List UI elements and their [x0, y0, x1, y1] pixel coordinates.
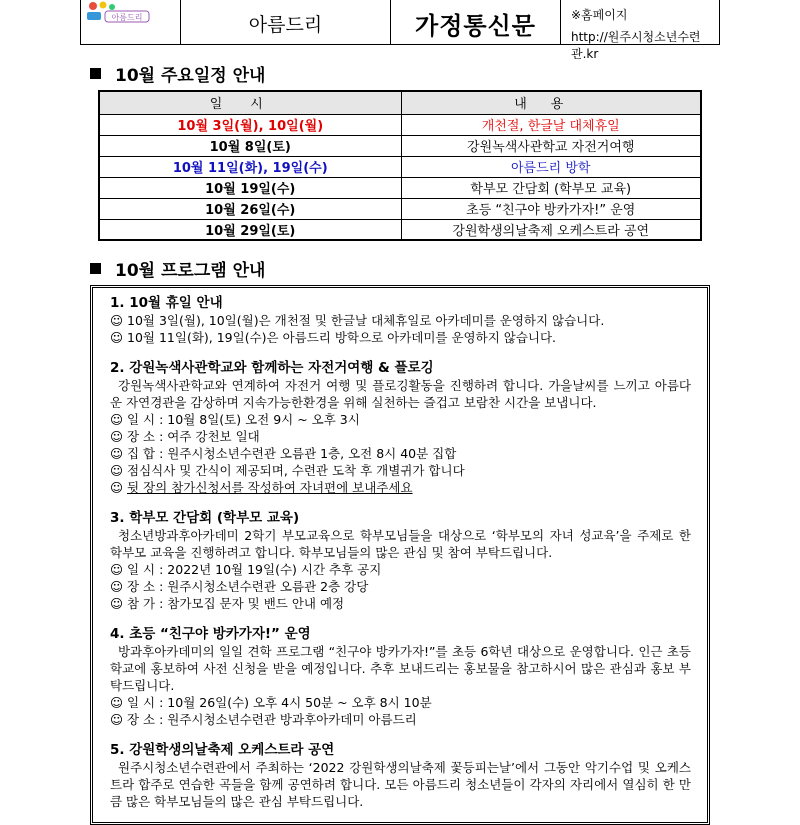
program-3-line: ☺ 장 소 : 원주시청소년수련관 오름관 2층 강당: [110, 579, 369, 594]
newsletter-header: [80, 0, 720, 61]
schedule-date: 10월 8일(토): [99, 135, 401, 156]
program-4-line: ☺ 일 시 : 10월 26일(수) 오후 4시 50분 ~ 오후 8시 10분: [110, 695, 432, 710]
program-2-line: ☺ 집 합 : 원주시청소년수련관 오름관 1층, 오전 8시 40분 집합: [110, 446, 457, 461]
program-3-line: ☺ 일 시 : 2022년 10월 19일(수) 시간 추후 공지: [110, 562, 382, 577]
schedule-date: 10월 11일(화), 19일(수): [99, 156, 401, 177]
col-header-content: 내용: [401, 91, 701, 114]
program-2-line: ☺ 장 소 : 여주 강천보 일대: [110, 429, 260, 444]
schedule-table: [98, 90, 702, 241]
schedule-row: [99, 177, 701, 198]
schedule-content: 개천절, 한글날 대체휴일: [401, 114, 701, 135]
program-1-line: ☺ 10월 3일(월), 10일(월)은 개천절 및 한글날 대체휴일로 아카데미를 운영하지 않습니다.: [110, 313, 605, 328]
program-3-title: 3. 학부모 간담회 (학부모 교육): [110, 510, 300, 526]
schedule-row: [99, 114, 701, 135]
schedule-content: 아름드리 방학: [401, 156, 701, 177]
homepage-label: ※홈페이지: [571, 8, 628, 22]
logo-cell: [81, 0, 181, 44]
program-3-line: ☺ 참 가 : 참가모집 문자 및 밴드 안내 예정: [110, 596, 345, 611]
schedule-row: [99, 135, 701, 156]
homepage-cell: [561, 0, 719, 61]
program-2-line: ☺ 일 시 : 10월 8일(토) 오전 9시 ~ 오후 3시: [110, 412, 360, 427]
schedule-section-label: 10월 주요일정 안내: [115, 66, 266, 86]
schedule-content: 학부모 간담회 (학부모 교육): [401, 177, 701, 198]
program-2-title: 2. 강원녹색사관학교와 함께하는 자전거여행 & 플로깅: [110, 360, 434, 376]
program-5-title: 5. 강원학생의날축제 오케스트라 공연: [110, 742, 335, 758]
homepage-url[interactable]: http://원주시청소년수련관.kr: [571, 30, 701, 61]
schedule-content: 강원학생의날축제 오케스트라 공연: [401, 219, 701, 240]
schedule-content: 초등 “친구야 방카가자!” 운영: [401, 198, 701, 219]
program-4-title: 4. 초등 “친구야 방카가자!” 운영: [110, 626, 311, 642]
schedule-content: 강원녹색사관학교 자전거여행: [401, 135, 701, 156]
schedule-date: 10월 19일(수): [99, 177, 401, 198]
org-name: 아름드리: [181, 0, 391, 44]
schedule-date: 10월 29일(토): [99, 219, 401, 240]
program-1-title: 1. 10월 휴일 안내: [110, 295, 223, 311]
program-section-title: [90, 256, 265, 281]
program-1-line: ☺ 10월 11일(화), 19일(수)은 아름드리 방학으로 아카데미를 운영하지 않습니다.: [110, 330, 557, 345]
program-2-line: ☺ 점심식사 및 간식이 제공되며, 수련관 도착 후 개별귀가 합니다: [110, 463, 465, 478]
program-4-description: 방과후아카데미의 일일 견학 프로그램 “친구야 방카가자!”를 초등 6학년 대상으로 운영합니다. 인근 초등학교에 홍보하여 사전 신청을 받을 예정입니다. 추후 보내드리는 홍보물을 참고하시어 많은 관심과 홍보 부탁드립니다.: [110, 644, 691, 693]
schedule-date: 10월 26일(수): [99, 198, 401, 219]
schedule-header-row: [99, 91, 701, 114]
program-section-label: 10월 프로그램 안내: [115, 261, 266, 281]
schedule-row: [99, 198, 701, 219]
bullet-square-icon: [90, 263, 101, 274]
schedule-date: 10월 3일(월), 10일(월): [99, 114, 401, 135]
schedule-row: [99, 156, 701, 177]
schedule-row: [99, 219, 701, 240]
program-box: [90, 285, 710, 825]
document-title: 가정통신문: [391, 0, 561, 44]
program-5-description: 원주시청소년수련관에서 주최하는 ‘2022 강원학생의날축제 꽃등피는날’에서 그동안 악기수업 및 오케스트라 합주로 연습한 곡들을 함께 공연하려 합니다. 모든 아름드리 청소년들이 각자의 자리에서 열심히 한 만큼 많은 학부모님들의 많은 관심 부탁드립니다.: [110, 760, 691, 809]
program-3-description: 청소년방과후아카데미 2학기 부모교육으로 학부모님들을 대상으로 ‘학부모의 자녀 성교육’을 주제로 한 학부모 교육을 진행하려고 합니다. 학부모님들의 많은 관심 및 참여 부탁드립니다.: [110, 528, 691, 560]
program-2-description: 강원녹색사관학교와 연계하여 자전거 여행 및 플로깅활동을 진행하려 합니다. 가을날씨를 느끼고 아름다운 자연경관을 감상하며 지속가능한환경을 위해 실천하는 즐겁고 보람찬 시간을 보냅니다.: [110, 378, 691, 410]
logo-icon: [83, 0, 153, 24]
program-4-line: ☺ 장 소 : 원주시청소년수련관 방과후아카데미 아름드리: [110, 712, 417, 727]
logo-text: 아름드리: [111, 13, 143, 22]
smiley-icon: ☺: [110, 480, 128, 495]
schedule-section-title: [90, 61, 265, 86]
application-form-note: 뒷 장의 참가신청서를 작성하여 자녀편에 보내주세요: [127, 480, 413, 495]
program-2-line: [110, 479, 691, 496]
col-header-date: 일시: [99, 91, 401, 114]
bullet-square-icon: [90, 68, 101, 79]
